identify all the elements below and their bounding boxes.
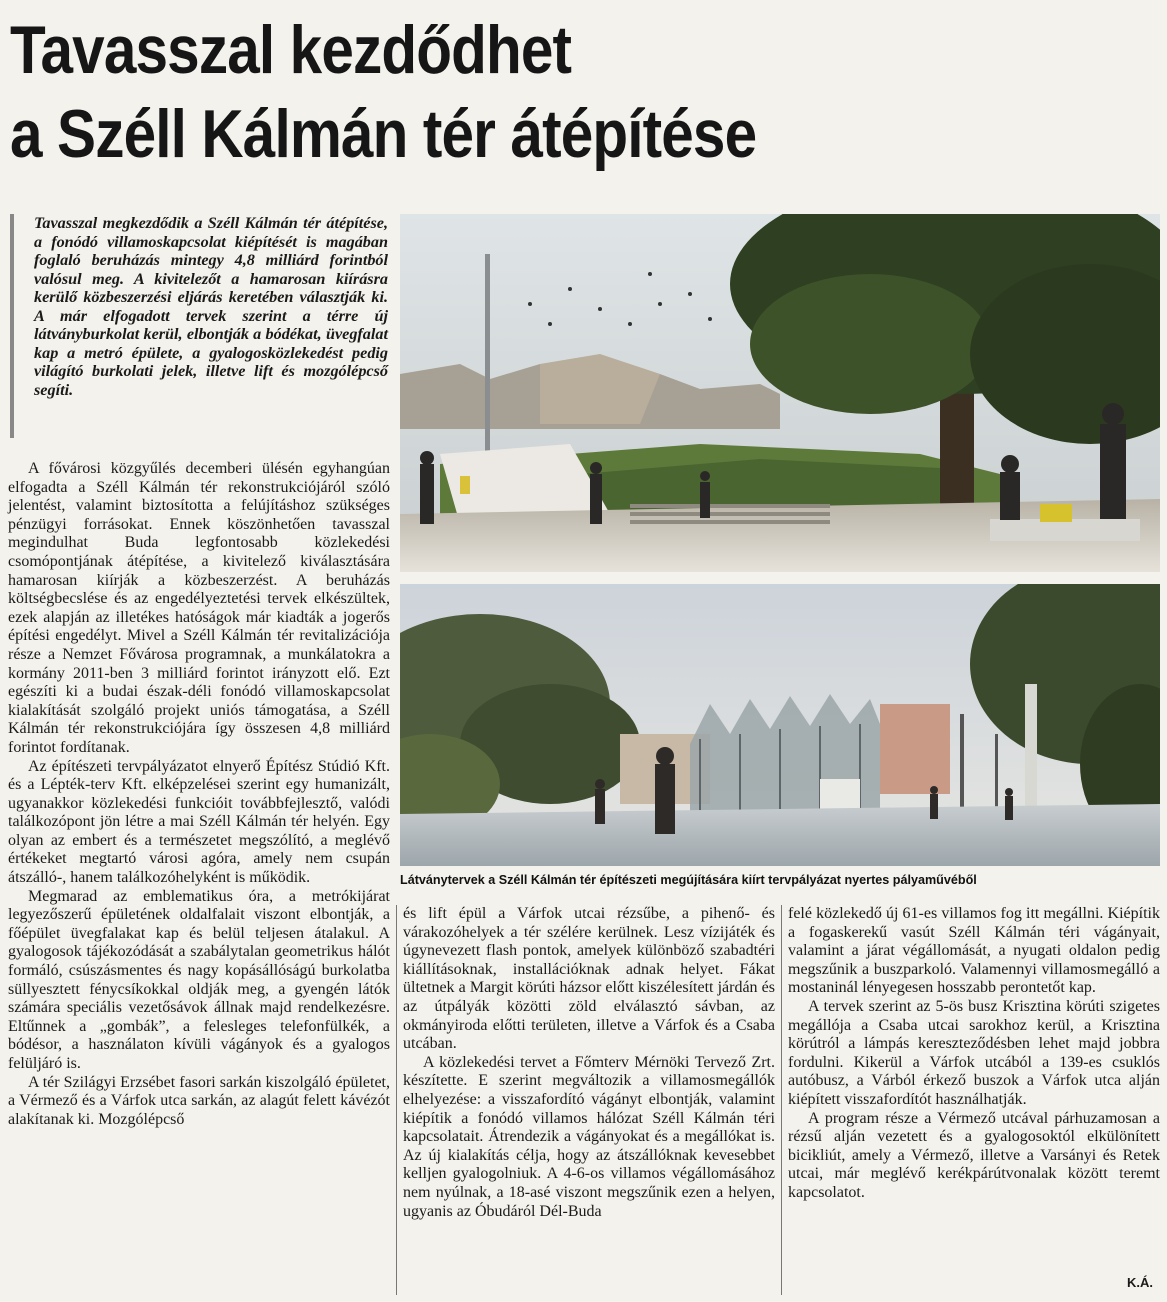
paragraph: A fővárosi közgyűlés decemberi ülésén egyhangúan elfogadta a Széll Kálmán tér rekonstrukciójáról szóló jelentést, valamint biztosította a felújításhoz szükséges pénzügyi forrásokat. Ennek köszönhetően tavasszal megindulhat Buda legfontosabb közlekedési csomópontjának átépítése, a kivitelező kiválasztására hamarosan kiírják a közbeszerzést. A beruházás költségbecslése és az engedélyeztetési tervek elkészültek, ezek alapján az illetékes hatóságok már kiadták a jogerős építési engedélyt. Mivel a Széll Kálmán tér revitalizációja része a Nemzet Fővárosa programnak, a munkálatokra a kormány 2011-ben 3 milliárd forintot irányzott elő. Ezt egészíti ki a budai észak-déli fonódó villamoskapcsolat kialakítását szolgáló projekt uniós támogatása, a Széll Kálmán tér rekonstrukciójára így összesen 4,8 milliárd forintot fordítanak.: [8, 460, 390, 756]
headline-line-1: Tavasszal kezdődhet: [10, 12, 572, 88]
image-caption: Látványtervek a Széll Kálmán tér építészeti megújítására kiírt tervpályázat nyertes pályaművéből: [400, 873, 977, 887]
rendering-upper-image: [400, 214, 1160, 572]
paragraph: és lift épül a Várfok utcai rézsűbe, a pihenő- és várakozóhelyek a tér szélére kerülnek. Lesz vízijáték és úgynevezett flash pontok, amelyek különböző szabadtéri kiállításoknak, installációknak adnak helyet. Fákat ültetnek a Margit körúti házsor előtt kiszélesített járdán és az útpályák közötti zöld elválasztó sávban, az okmányiroda előtti területen, illetve a Várfok és a Csaba utcában.: [403, 905, 775, 1053]
column-divider: [396, 905, 397, 1295]
column-divider: [781, 905, 782, 1295]
paragraph: A közlekedési tervet a Főmterv Mérnöki Tervező Zrt. készítette. E szerint megváltozik a villamosmegállók elhelyezése: a visszafordító vágányt elbontják, valamint kiépítik a fonódó villamos hálózat Széll Kálmán téri kapcsolatait. Átrendezik a vágányokat és a megállókat is. Az új kialakítás célja, hogy az átszállóknak kevesebbet kelljen gyalogolniuk. A 4-6-os villamos végállomásához nem nyúlnak, a 18-asé viszont megszűnik ezen a helyen, ugyanis az Óbudáról Dél-Buda: [403, 1053, 775, 1220]
article-column-3: [788, 905, 1160, 1295]
author-signature: K.Á.: [1127, 1275, 1153, 1290]
rendering-lower-image: [400, 584, 1160, 866]
paragraph: A tervek szerint az 5-ös busz Krisztina körúti szigetes megállója a Csaba utcai sarokhoz kerül, a Krisztina körútról a lámpás kereszteződésben lehet majd jobbra fordulni. Kikerül a Várfok utcából a 139-es csuklós autóbusz, a Várból érkező buszok a Várfok utca alján kiépített visszafordítót használhatják.: [788, 997, 1160, 1108]
article-column-2: [403, 905, 775, 1295]
headline-line-2: a Széll Kálmán tér átépítése: [10, 96, 757, 172]
lead-paragraph: Tavasszal megkezdődik a Széll Kálmán tér átépítése, a fonódó villamoskapcsolat kiépítését is magában foglaló beruházás mintegy 4,8 milliárd forintból valósul meg. A kivitelezőt a hamarosan kiírásra kerülő közbeszerzési eljárás keretében választják ki. A már elfogadott tervek szerint a térre új látványburkolat kerül, elbontják a bódékat, üvegfalat kap a metró épülete, a gyalogosközlekedést pedig világító burkolati jelek, illetve lift és mozgólépcső segíti.: [10, 214, 388, 438]
paragraph: Megmarad az emblematikus óra, a metrókijárat legyezőszerű épületének oldalfalait viszont elbontják, a főépület üvegfalakat kap és belül teljesen átalakul. A gyalogosok tájékozódását a szabálytalan geometrikus hálót formáló, csúszásmentes és nagy kopásállóságú burkolatba süllyesztett fénycsíkokkal oldják meg, a gyengén látók számára speciális vezetősávok állnak majd rendelkezésre. Eltűnnek a „gombák”, a felesleges telefonfülkék, a bódésor, a használaton kívüli vágányok és a gyalogos felüljáró is.: [8, 887, 390, 1072]
paragraph: Az építészeti tervpályázatot elnyerő Építész Stúdió Kft. és a Lépték-terv Kft. elképzelései szerint egy humanizált, ugyanakkor közlekedési funkcióit továbbfejlesztő, valódi találkozópont jön létre a mai Széll Kálmán tér helyén. Egy olyan az embert és a természetet megszólító, a meglévő értékeket megtartó városi agóra, amely nem csupán átszálló-, hanem találkozóhelyként is működik.: [8, 757, 390, 887]
paragraph: A program része a Vérmező utcával párhuzamosan a rézsű alján vezetett és a gyalogosoktól elkülönített bicikliút, amely a Vérmező, illetve a Varsányi és Retek utcai, már meglévő kerékpárútvonalak között teremt kapcsolatot.: [788, 1109, 1160, 1201]
headline: [10, 8, 990, 176]
paragraph: felé közlekedő új 61-es villamos fog itt megállni. Kiépítik a fogaskerekű vasút Széll Kálmán téri vágányait, valamint a járat végállomását, a nyugati oldalon pedig megszűnik a buszparkoló. Valamennyi villamosmegálló a mostaninál lényegesen hosszabb perontetőt kap.: [788, 905, 1160, 997]
article-column-1: [8, 460, 390, 1296]
paragraph: A tér Szilágyi Erzsébet fasori sarkán kiszolgáló épületet, a Vérmező és a Várfok utca sarkán, az alagút felett kávézót alakítanak ki. Mozgólépcső: [8, 1073, 390, 1128]
